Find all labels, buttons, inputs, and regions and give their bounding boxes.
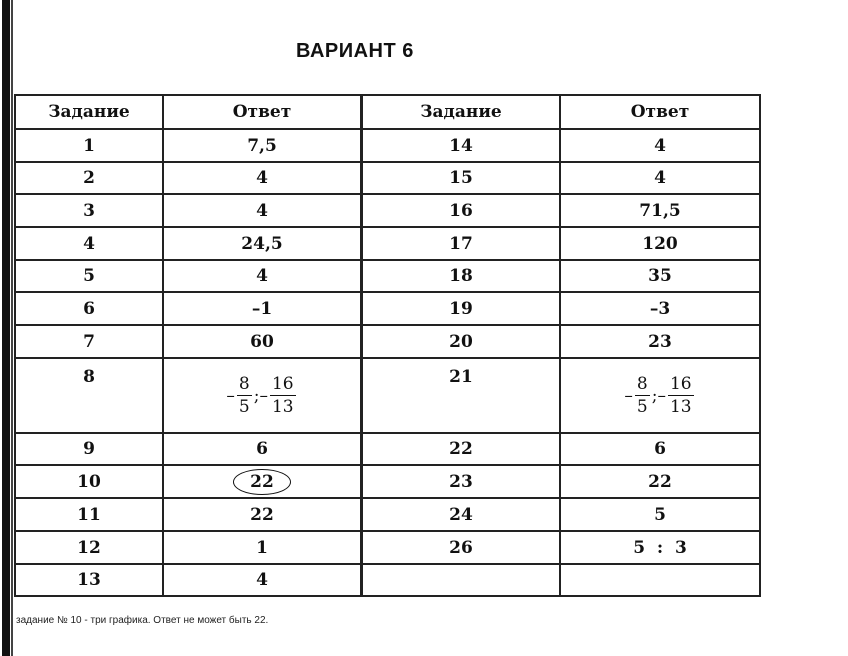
denominator: 13 — [669, 397, 692, 417]
table-row — [362, 129, 760, 162]
answer-fraction — [560, 358, 760, 433]
minus-sign: – — [657, 385, 666, 406]
table-row — [362, 227, 760, 260]
answer-value: 24,5 — [163, 227, 361, 260]
table-row — [15, 162, 361, 194]
minus-sign: – — [259, 385, 268, 406]
answer-value: 4 — [163, 260, 361, 292]
table-row — [362, 433, 760, 465]
header-task: Задание — [362, 95, 560, 129]
task-number: 23 — [362, 465, 560, 498]
answer-value: 60 — [163, 325, 361, 358]
table-row — [362, 260, 760, 292]
task-number: 16 — [362, 194, 560, 227]
answer-value: –1 — [163, 292, 361, 325]
numerator: 16 — [669, 374, 692, 394]
numerator: 8 — [238, 374, 250, 394]
header-answer: Ответ — [560, 95, 760, 129]
header-answer: Ответ — [163, 95, 361, 129]
minus-sign: – — [226, 385, 235, 406]
answer-value: 4 — [163, 162, 361, 194]
table-row — [362, 325, 760, 358]
answer-value: 22 — [163, 498, 361, 531]
answer-value: 22 — [560, 465, 760, 498]
task-number: 26 — [362, 531, 560, 564]
task-number: 22 — [362, 433, 560, 465]
answer-value: 71,5 — [560, 194, 760, 227]
task-number: 24 — [362, 498, 560, 531]
table-row — [362, 162, 760, 194]
answer-fraction — [163, 358, 361, 433]
page-title: ВАРИАНТ 6 — [296, 40, 414, 62]
answer-value: 7,5 — [163, 129, 361, 162]
answer-value: –3 — [560, 292, 760, 325]
fraction-expression — [226, 373, 297, 418]
answers-table-right — [361, 94, 761, 597]
task-number — [362, 564, 560, 596]
answer-value: 23 — [560, 325, 760, 358]
answer-value: 6 — [163, 433, 361, 465]
answer-value: 6 — [560, 433, 760, 465]
answer-value: 4 — [163, 194, 361, 227]
denominator: 5 — [238, 397, 250, 417]
table-row — [15, 227, 361, 260]
table-row — [15, 358, 361, 433]
table-row — [15, 325, 361, 358]
task-number: 15 — [362, 162, 560, 194]
numerator: 16 — [271, 374, 294, 394]
task-number: 17 — [362, 227, 560, 260]
table-row — [15, 564, 361, 596]
answer-value: 4 — [560, 129, 760, 162]
answer-value: 4 — [163, 564, 361, 596]
task-number: 11 — [15, 498, 163, 531]
task-number: 5 — [15, 260, 163, 292]
separator: ; — [253, 385, 260, 406]
scan-edge-line — [11, 0, 13, 656]
hand-drawn-circle: 22 — [233, 469, 291, 495]
task-number: 6 — [15, 292, 163, 325]
task-number: 21 — [362, 358, 560, 433]
task-number: 8 — [15, 358, 163, 433]
fraction-1 — [237, 373, 252, 418]
task-number: 13 — [15, 564, 163, 596]
denominator: 13 — [271, 397, 294, 417]
answer-value-circled — [163, 465, 361, 498]
task-number: 7 — [15, 325, 163, 358]
table-row — [15, 498, 361, 531]
header-task: Задание — [15, 95, 163, 129]
answer-value: 35 — [560, 260, 760, 292]
table-row — [15, 260, 361, 292]
table-row — [15, 433, 361, 465]
answer-value — [560, 564, 760, 596]
fraction-2 — [668, 373, 694, 418]
answer-value: 120 — [560, 227, 760, 260]
table-row — [15, 465, 361, 498]
task-number: 4 — [15, 227, 163, 260]
fraction-2 — [270, 373, 296, 418]
table-row — [362, 498, 760, 531]
table-row — [362, 358, 760, 433]
scan-edge-bar — [2, 0, 10, 656]
table-row — [15, 129, 361, 162]
table-row — [362, 465, 760, 498]
minus-sign: – — [624, 385, 633, 406]
denominator: 5 — [636, 397, 648, 417]
table-row — [362, 564, 760, 596]
table-row — [15, 531, 361, 564]
answer-value: 4 — [560, 162, 760, 194]
table-row — [362, 194, 760, 227]
answers-table-left — [14, 94, 362, 597]
task-number: 2 — [15, 162, 163, 194]
task-number: 20 — [362, 325, 560, 358]
separator: ; — [651, 385, 658, 406]
task-number: 19 — [362, 292, 560, 325]
numerator: 8 — [636, 374, 648, 394]
table-row — [15, 292, 361, 325]
task-number: 18 — [362, 260, 560, 292]
fraction-expression — [624, 373, 695, 418]
table-row — [362, 292, 760, 325]
table-row — [362, 531, 760, 564]
task-number: 12 — [15, 531, 163, 564]
task-number: 1 — [15, 129, 163, 162]
answer-value: 1 — [163, 531, 361, 564]
fraction-1 — [635, 373, 650, 418]
task-number: 9 — [15, 433, 163, 465]
task-number: 3 — [15, 194, 163, 227]
footnote: задание № 10 - три графика. Ответ не может быть 22. — [16, 615, 269, 626]
table-row — [15, 194, 361, 227]
answer-value: 5 : 3 — [560, 531, 760, 564]
task-number: 14 — [362, 129, 560, 162]
answer-value: 5 — [560, 498, 760, 531]
task-number: 10 — [15, 465, 163, 498]
